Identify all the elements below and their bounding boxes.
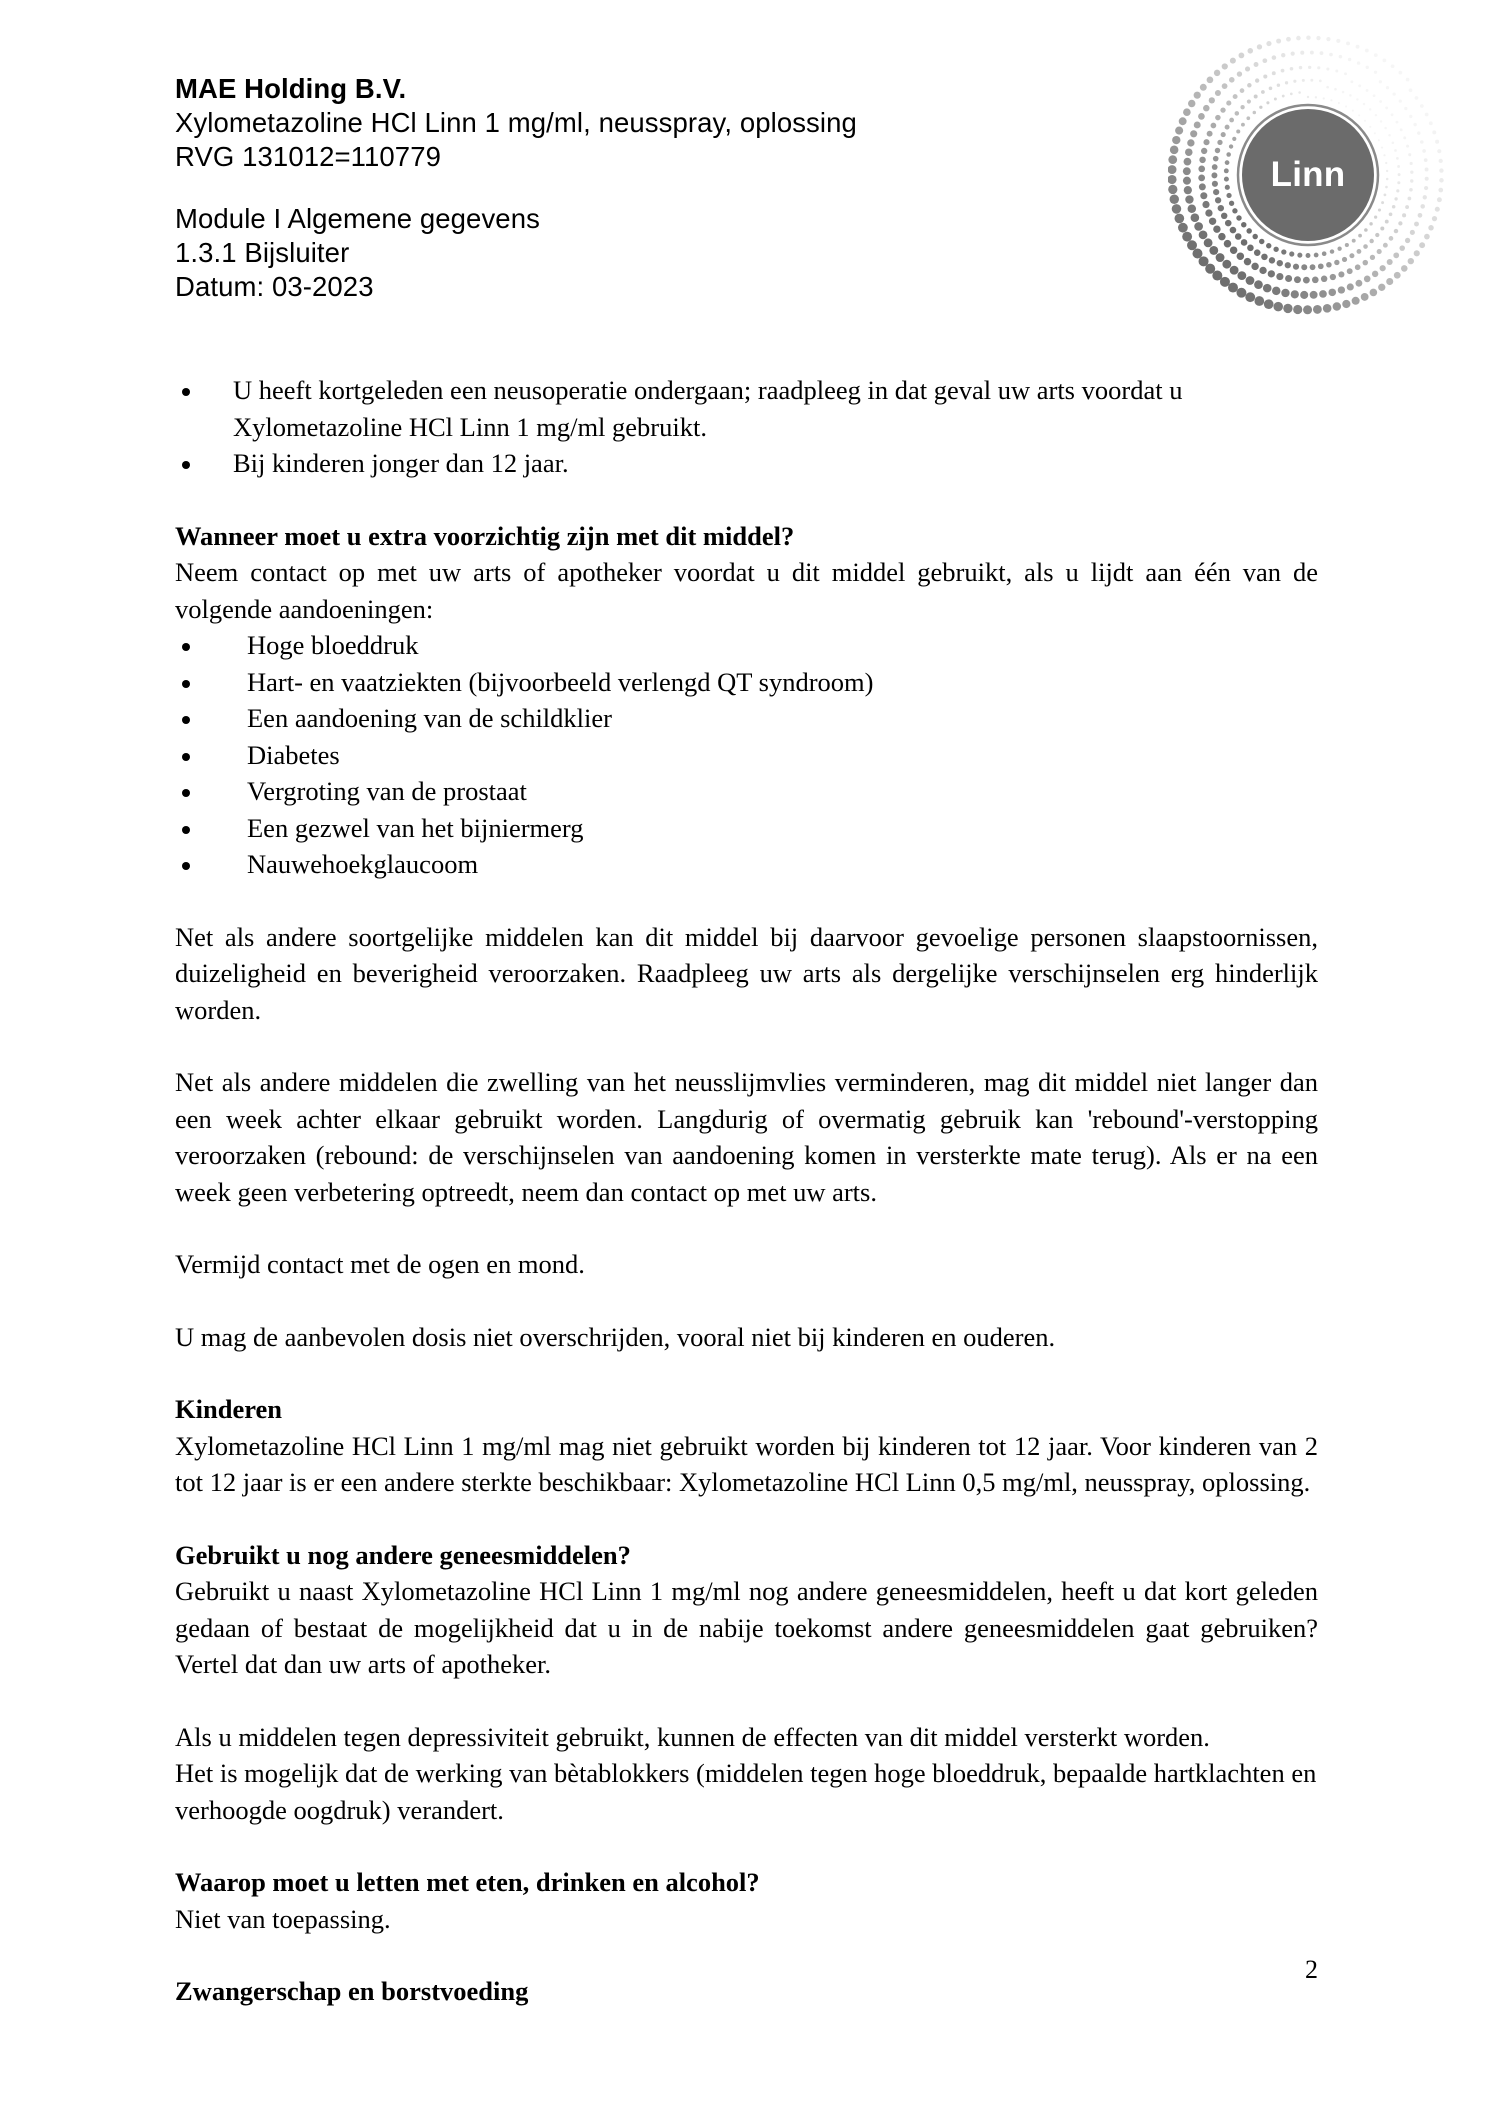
para-kinderen: Xylometazoline HCl Linn 1 mg/ml mag niet gebruikt worden bij kinderen tot 12 jaar. Voor kinderen van 2 tot 12 jaar is er een andere sterkte beschikbaar: Xylometazoline HCl Linn 0,5 mg/ml, neusspray, oplossing.: [175, 1430, 1318, 1497]
linn-logo-graphic: [1168, 35, 1448, 315]
bullet-text: U heeft kortgeleden een neusoperatie ondergaan; raadpleeg in dat geval uw arts voordat u: [233, 375, 1183, 405]
linn-logo: [1168, 35, 1448, 315]
page-number: 2: [1305, 1955, 1318, 1984]
list-item: Hart- en vaatziekten (bijvoorbeeld verlengd QT syndroom): [175, 664, 1318, 701]
spacer: [175, 1683, 1318, 1719]
company-name: MAE Holding B.V.: [175, 73, 407, 104]
conditions-list: [175, 627, 1318, 883]
top-bullet-list: [175, 372, 1318, 482]
spacer: [175, 1283, 1318, 1319]
document-header: [175, 72, 1125, 304]
spacer: [175, 1828, 1318, 1864]
linn-logo-label: Linn: [1270, 155, 1346, 194]
para-slaapstoornissen: Net als andere soortgelijke middelen kan dit middel bij daarvoor gevoelige personen slaapstoornissen, duizeligheid en beverigheid veroorzaken. Raadpleeg uw arts als dergelijke verschijnselen erg hinderlijk worden.: [175, 921, 1318, 1025]
list-item: Hoge bloeddruk: [175, 627, 1318, 664]
list-item: [175, 372, 1318, 445]
section-number: 1.3.1 Bijsluiter: [175, 237, 350, 268]
spacer: [175, 1210, 1318, 1246]
header-gap: [175, 174, 1125, 202]
module-title: Module I Algemene gegevens: [175, 203, 540, 234]
list-item: Nauwehoekglaucoom: [175, 846, 1318, 883]
list-item: Diabetes: [175, 737, 1318, 774]
para-dosis: U mag de aanbevolen dosis niet overschrijden, vooral niet bij kinderen en ouderen.: [175, 1321, 1056, 1352]
heading-zwangerschap: Zwangerschap en borstvoeding: [175, 1976, 529, 2006]
bullet-text-cont: Xylometazoline HCl Linn 1 mg/ml gebruikt.: [233, 411, 707, 442]
list-item: Een gezwel van het bijniermerg: [175, 810, 1318, 847]
heading-eten: Waarop moet u letten met eten, drinken en alcohol?: [175, 1867, 760, 1897]
rvg-number: RVG 131012=110779: [175, 141, 441, 172]
spacer: [175, 1028, 1318, 1064]
bullet-text: Bij kinderen jonger dan 12 jaar.: [233, 448, 569, 478]
spacer: [175, 883, 1318, 919]
list-item: [175, 445, 1318, 482]
para-voorzichtig: Neem contact op met uw arts of apotheker voordat u dit middel gebruikt, als u lijdt aan één van de volgende aandoeningen:: [175, 557, 1318, 624]
para-ogen: Vermijd contact met de ogen en mond.: [175, 1249, 585, 1279]
para-depressiviteit-2: Het is mogelijk dat de werking van bètablokkers (middelen tegen hoge bloeddruk, bepaalde hartklachten en verhoogde oogdruk) verandert.: [175, 1758, 1317, 1825]
list-item: Vergroting van de prostaat: [175, 773, 1318, 810]
heading-voorzichtig: Wanneer moet u extra voorzichtig zijn met dit middel?: [175, 520, 795, 551]
para-depressiviteit-1: Als u middelen tegen depressiviteit gebruikt, kunnen de effecten van dit middel versterkt worden.: [175, 1721, 1210, 1752]
document-body: [175, 372, 1318, 2010]
spacer: [175, 1501, 1318, 1537]
list-item: Een aandoening van de schildklier: [175, 700, 1318, 737]
document-date: Datum: 03-2023: [175, 271, 374, 302]
product-name: Xylometazoline HCl Linn 1 mg/ml, neusspray, oplossing: [175, 107, 857, 138]
spacer: [175, 1355, 1318, 1391]
heading-geneesmiddelen: Gebruikt u nog andere geneesmiddelen?: [175, 1539, 631, 1570]
para-rebound: Net als andere middelen die zwelling van het neusslijmvlies verminderen, mag dit middel niet langer dan een week achter elkaar gebruikt worden. Langdurig of overmatig gebruik kan 'rebound'-verstopping veroorzaken (rebound: de verschijnselen van aandoening komen in versterkte mate terug). Als er na een week geen verbetering optreedt, neem dan contact op met uw arts.: [175, 1067, 1318, 1207]
heading-kinderen: Kinderen: [175, 1394, 282, 1424]
spacer: [175, 482, 1318, 518]
para-eten: Niet van toepassing.: [175, 1903, 391, 1934]
para-geneesmiddelen: Gebruikt u naast Xylometazoline HCl Linn 1 mg/ml nog andere geneesmiddelen, heeft u dat kort geleden gedaan of bestaat de mogelijkheid dat u in de nabije toekomst andere geneesmiddelen gaat gebruiken? Vertel dat dan uw arts of apotheker.: [175, 1576, 1318, 1679]
